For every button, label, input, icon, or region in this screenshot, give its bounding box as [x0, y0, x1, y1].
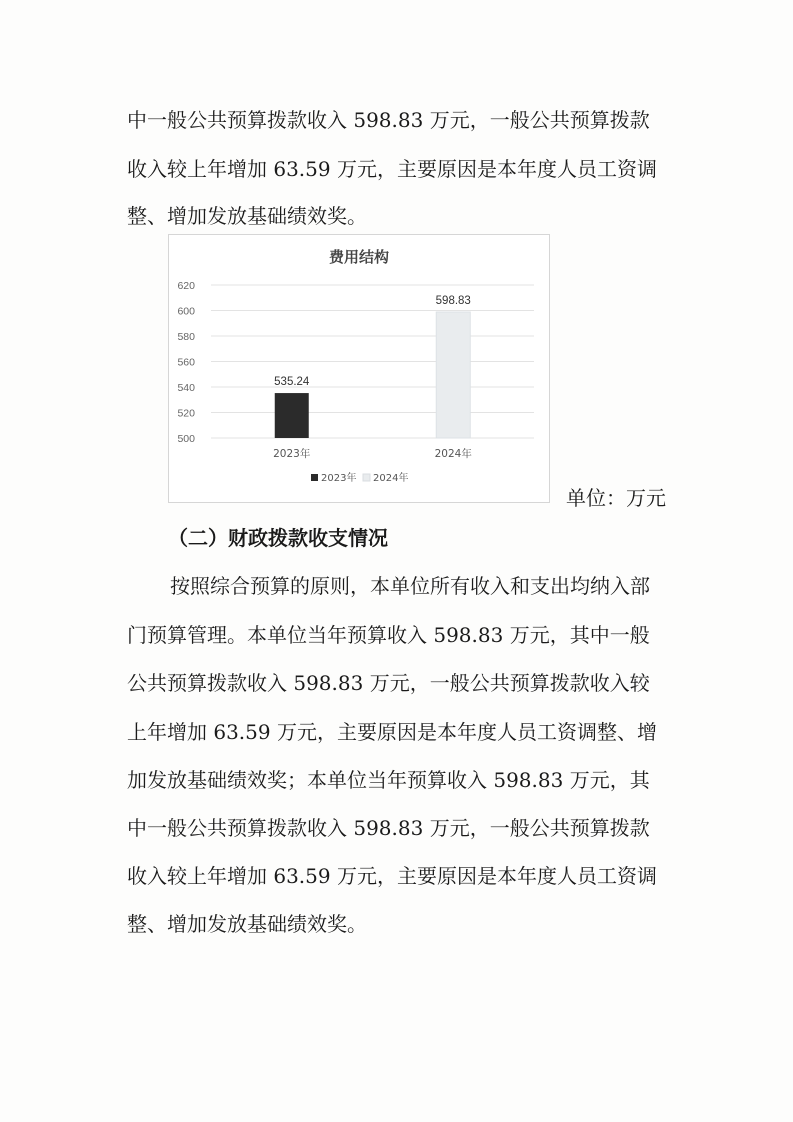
bar [275, 393, 309, 438]
legend-label: 2024年 [373, 473, 409, 484]
y-tick-label: 520 [177, 407, 195, 420]
bar [436, 312, 470, 438]
legend-swatch [363, 474, 370, 481]
section-heading: （二）财政拨款收支情况 [168, 526, 388, 550]
y-tick-label: 620 [177, 280, 195, 292]
paragraph-line: 整、增加发放基础绩效奖。 [127, 912, 367, 936]
legend-swatch [311, 474, 318, 481]
legend-label: 2023年 [321, 473, 357, 484]
paragraph-line: 收入较上年增加 63.59 万元，主要原因是本年度人员工资调 [127, 157, 657, 181]
paragraph-line: 整、增加发放基础绩效奖。 [127, 204, 367, 228]
paragraph-line: 收入较上年增加 63.59 万元，主要原因是本年度人员工资调 [127, 864, 657, 888]
paragraph-line: 门预算管理。本单位当年预算收入 598.83 万元，其中一般 [127, 623, 650, 647]
chart-title: 费用结构 [328, 248, 390, 266]
paragraph-line: 上年增加 63.59 万元，主要原因是本年度人员工资调整、增 [127, 720, 657, 744]
paragraph-line: 中一般公共预算拨款收入 598.83 万元，一般公共预算拨款 [127, 108, 650, 132]
data-label: 535.24 [274, 376, 310, 389]
y-tick-label: 540 [177, 382, 195, 394]
y-tick-label: 500 [177, 433, 195, 445]
expense-structure-chart [168, 234, 550, 503]
paragraph-line: 中一般公共预算拨款收入 598.83 万元，一般公共预算拨款 [127, 816, 650, 840]
paragraph-line: 按照综合预算的原则，本单位所有收入和支出均纳入部 [170, 574, 650, 598]
data-label: 598.83 [435, 294, 471, 307]
y-tick-label: 560 [177, 356, 195, 369]
y-tick-label: 580 [177, 331, 195, 343]
unit-label: 单位：万元 [566, 486, 666, 510]
paragraph-line: 加发放基础绩效奖；本单位当年预算收入 598.83 万元，其 [127, 768, 650, 792]
chart-canvas [169, 235, 549, 502]
x-tick-label: 2024年 [434, 448, 472, 460]
paragraph-line: 公共预算拨款收入 598.83 万元，一般公共预算拨款收入较 [127, 671, 650, 695]
y-tick-label: 600 [177, 305, 195, 318]
x-tick-label: 2023年 [273, 448, 311, 460]
